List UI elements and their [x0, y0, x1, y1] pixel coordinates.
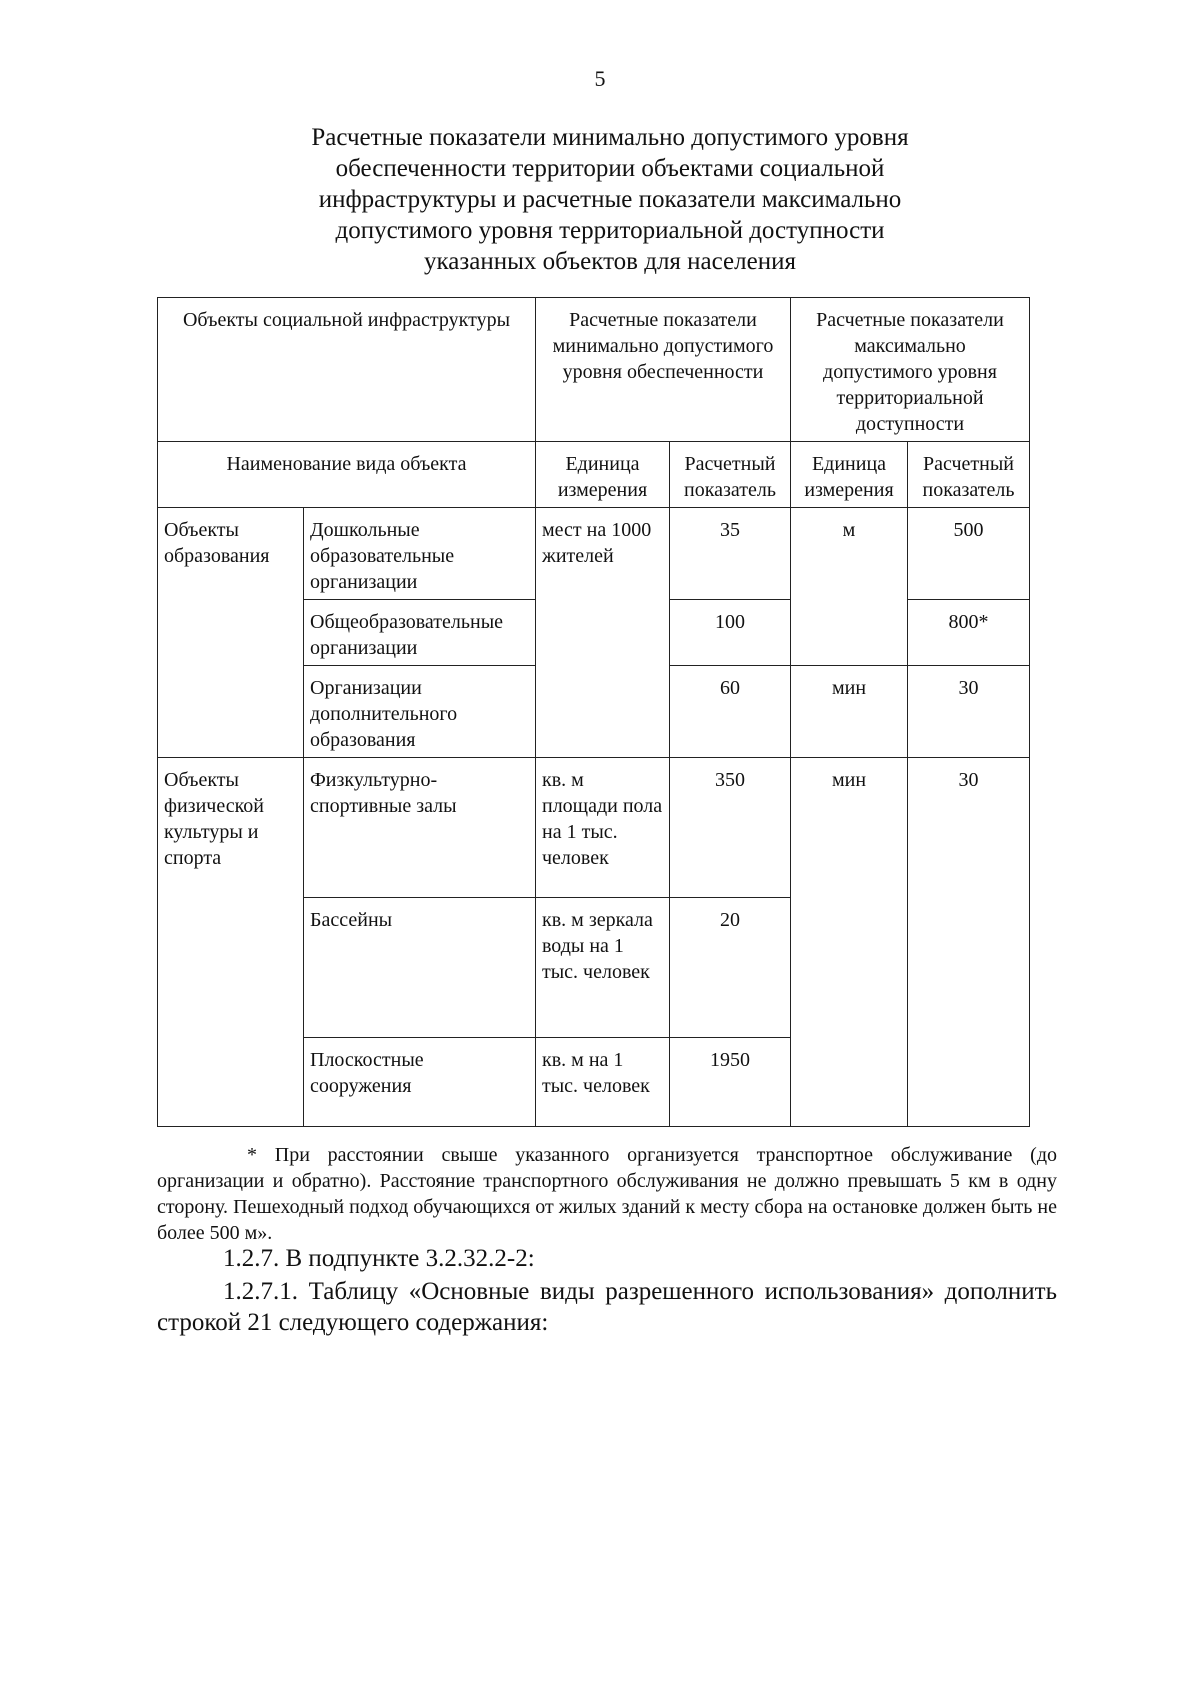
value-min: 100 [670, 600, 791, 666]
value-max: 500 [908, 508, 1030, 600]
value-min: 350 [670, 758, 791, 898]
value-max: 30 [908, 666, 1030, 758]
value-max: 800* [908, 600, 1030, 666]
header-value-max: Расчетный показатель [908, 442, 1030, 508]
unit-min: мест на 1000 жителей [536, 508, 670, 758]
unit-min: кв. м на 1 тыс. человек [536, 1038, 670, 1127]
object-name: Плоскостные сооружения [304, 1038, 536, 1127]
group-education: Объекты образования [158, 508, 304, 758]
header-value-min: Расчетный показатель [670, 442, 791, 508]
table-row [158, 758, 1030, 898]
header-type-name: Наименование вида объекта [158, 442, 536, 508]
unit-min: кв. м зеркала воды на 1 тыс. человек [536, 898, 670, 1038]
header-min-level: Расчетные показатели минимально допустимого уровня обеспеченности [536, 298, 791, 442]
title-line: указанных объектов для населения [424, 248, 796, 275]
object-name: Организации дополнительного образования [304, 666, 536, 758]
value-min: 35 [670, 508, 791, 600]
social-infrastructure-table [157, 297, 1030, 1127]
unit-max: мин [791, 666, 908, 758]
object-name: Физкультурно-спортивные залы [304, 758, 536, 898]
header-max-level: Расчетные показатели максимально допустимого уровня территориальной доступности [791, 298, 1030, 442]
group-sport: Объекты физической культуры и спорта [158, 758, 304, 1127]
header-unit-max: Единица измерения [791, 442, 908, 508]
footnote: * При расстоянии свыше указанного организуется транспортное обслуживание (до организации и обратно). Расстояние транспортного обслуживания не должно превышать 5 км в одну сторону. Пешеходный подход обучающихся от жилых зданий к месту сбора на остановке должен быть не более 500 м». [157, 1144, 1057, 1244]
page-number: 5 [594, 66, 606, 91]
value-min: 20 [670, 898, 791, 1038]
value-min: 60 [670, 666, 791, 758]
unit-min: кв. м площади пола на 1 тыс. человек [536, 758, 670, 898]
title-line: Расчетные показатели минимально допустимого уровня [311, 124, 909, 151]
table-header-row [158, 298, 1030, 442]
table-subheader-row [158, 442, 1030, 508]
unit-max: м [791, 508, 908, 666]
object-name: Общеобразовательные организации [304, 600, 536, 666]
paragraph: 1.2.7.1. Таблицу «Основные виды разрешенного использования» дополнить строкой 21 следующего содержания: [157, 1278, 1057, 1336]
header-unit-min: Единица измерения [536, 442, 670, 508]
value-max: 30 [908, 758, 1030, 1127]
title-line: обеспеченности территории объектами социальной [335, 155, 885, 182]
object-name: Бассейны [304, 898, 536, 1038]
title-line: инфраструктуры и расчетные показатели максимально [318, 186, 902, 213]
title-line: допустимого уровня территориальной доступности [335, 217, 885, 244]
document-title [300, 122, 920, 277]
object-name: Дошкольные образовательные организации [304, 508, 536, 600]
unit-max: мин [791, 758, 908, 1127]
paragraph: 1.2.7. В подпункте 3.2.32.2-2: [223, 1245, 535, 1272]
header-objects: Объекты социальной инфраструктуры [158, 298, 536, 442]
value-min: 1950 [670, 1038, 791, 1127]
table-row [158, 508, 1030, 600]
